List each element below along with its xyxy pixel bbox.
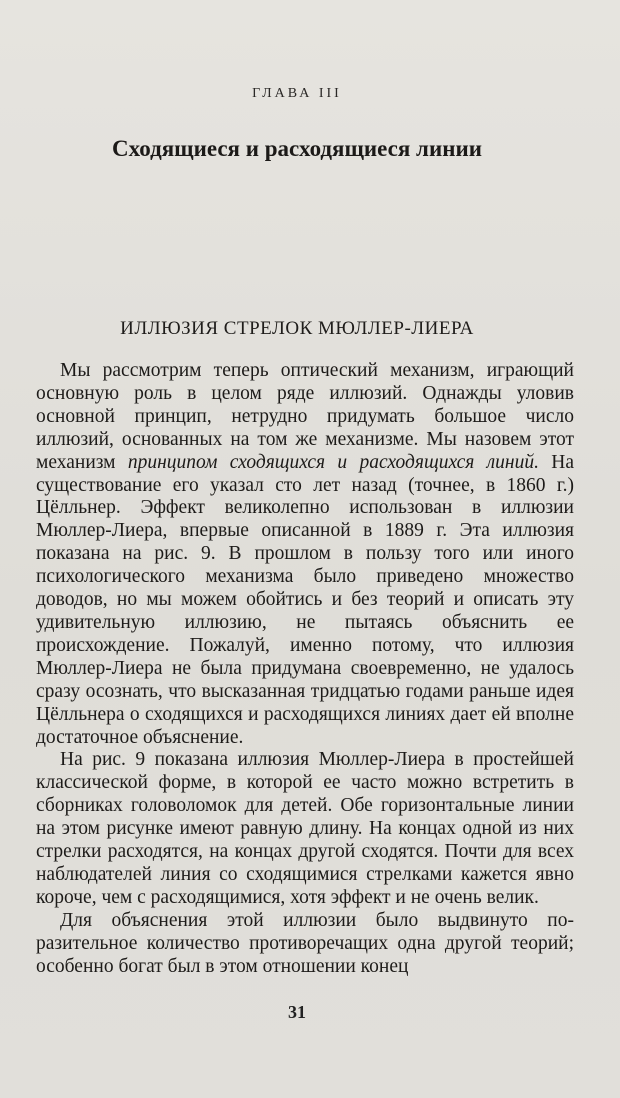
paragraph-2: На рис. 9 показана иллюзия Мюллер-Лиера в простейшей классической форме, в которой ее часто можно встретить в сборниках головоломок для детей. Обе горизонтальные линии на этом рисунке имеют равную длину. На концах одной из них стрелки расходятся, на концах другой сходятся. Почти для всех наблюдателей линия со сходящимися стрелками кажется явно короче, чем с расходящимися, хотя эффект и не очень велик. (36, 749, 574, 908)
paragraph-1-emphasis: принципом сходящихся и расходящихся линий. (127, 451, 539, 473)
section-title: ИЛЛЮЗИЯ СТРЕЛОК МЮЛЛЕР-ЛИЕРА (120, 318, 474, 339)
page-number: 31 (288, 1002, 306, 1022)
paragraph-1-end: На существование его указал сто лет назад (точнее, в 1860 г.) Цёлльнер. Эффект великолепно использован в иллюзии Мюллер-Лиера, впервые описанной в 1889 г. Эта иллюзия показана на рис. 9. В прошлом в пользу того или иного психологического механизма было приведено множество доводов, но мы можем обойтись и без теорий и описать эту удивительную иллюзию, не пытаясь объяснить ее происхождение. Пожалуй, именно потому, что иллюзия Мюллер-Лиера не была придумана своевременно, не удалось сразу осознать, что высказанная тридцатью годами раньше идея Цёлльнера о сходящихся и расходящихся линиях дает ей вполне достаточное объяснение. (36, 451, 574, 748)
paragraph-3: Для объяснения этой иллюзии было выдвинуто поразительное количество противоречащих одна другой теорий; особенно богат был в этом отношении конец (36, 909, 574, 977)
paragraph-1-start: Мы рассмотрим теперь оптический механизм, играющий основную роль в целом ряде иллюзий. Однажды уловив основной принцип, нетрудно придумать большое число иллюзий, основанных на том же механизме. Мы назовем этот механизм (36, 360, 574, 473)
chapter-title: Сходящиеся и расходящиеся линии (112, 136, 482, 161)
body-text (36, 360, 574, 978)
chapter-label: ГЛАВА III (252, 86, 342, 101)
paragraph-1 (36, 360, 574, 749)
